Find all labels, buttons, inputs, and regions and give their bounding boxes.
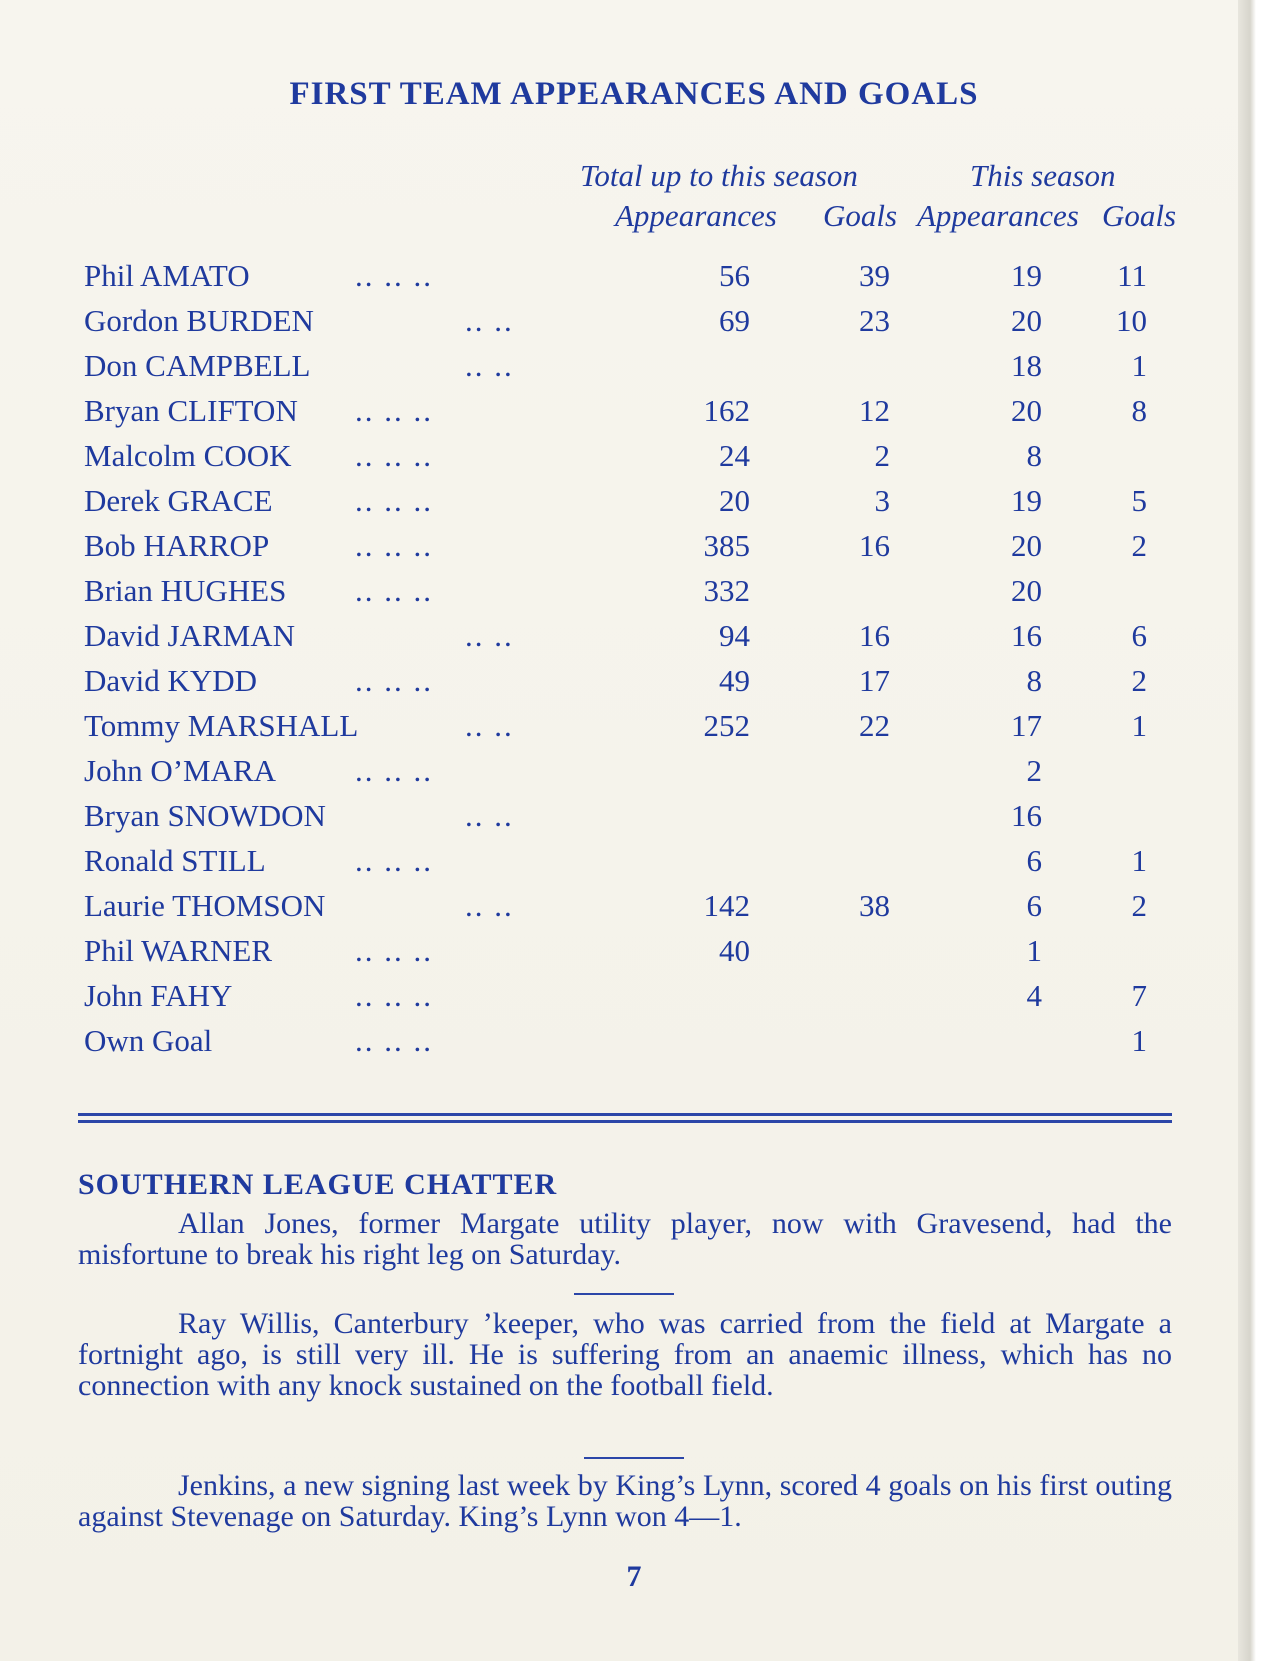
total-appearances: 40 [719, 933, 750, 968]
player-name: John O’MARA [84, 753, 277, 788]
total-goals: 16 [859, 528, 890, 563]
paragraph-separator [574, 1293, 674, 1295]
double-rule-bottom [78, 1120, 1172, 1123]
leader-dots: .. .. .. [355, 393, 433, 428]
table-row [0, 438, 1268, 482]
table-row [0, 303, 1268, 347]
chatter-paragraph: Jenkins, a new signing last week by King’s Lynn, scored 4 goals on his first outing against Stevenage on Saturday. King’s Lynn won 4—1. [78, 1469, 1172, 1533]
header-total-goals: Goals [823, 198, 898, 233]
season-appearances: 1 [1026, 933, 1042, 968]
season-goals: 5 [1131, 483, 1147, 518]
table-row [0, 573, 1268, 617]
leader-dots: .. .. .. [355, 258, 433, 293]
season-appearances: 17 [1011, 708, 1042, 743]
paragraph-separator [584, 1457, 684, 1459]
season-appearances: 4 [1026, 978, 1042, 1013]
total-goals: 22 [859, 708, 890, 743]
total-appearances: 332 [703, 573, 750, 608]
player-name: Brian HUGHES [84, 573, 287, 608]
total-goals: 38 [859, 888, 890, 923]
total-appearances: 385 [703, 528, 750, 563]
table-row [0, 753, 1268, 797]
table-row [0, 933, 1268, 977]
leader-dots: .. .. .. [355, 483, 433, 518]
page-title: FIRST TEAM APPEARANCES AND GOALS [289, 76, 979, 112]
player-name: Laurie THOMSON [84, 888, 326, 923]
header-this-season: This season [970, 158, 1116, 193]
leader-dots: .. .. .. [355, 978, 433, 1013]
season-appearances: 19 [1011, 483, 1042, 518]
season-appearances: 16 [1011, 798, 1042, 833]
season-goals: 2 [1131, 663, 1147, 698]
season-goals: 11 [1117, 258, 1147, 293]
header-total-appearances: Appearances [615, 198, 777, 233]
season-goals: 7 [1131, 978, 1147, 1013]
season-goals: 1 [1131, 843, 1147, 878]
header-season-goals: Goals [1102, 198, 1177, 233]
season-goals: 6 [1131, 618, 1147, 653]
table-row [0, 348, 1268, 392]
season-goals: 1 [1131, 348, 1147, 383]
total-appearances: 24 [719, 438, 750, 473]
player-name: David KYDD [84, 663, 258, 698]
leader-dots: .. .. .. [355, 528, 433, 563]
double-rule-top [78, 1113, 1172, 1116]
season-goals: 2 [1131, 528, 1147, 563]
player-name: Bob HARROP [84, 528, 270, 563]
season-appearances: 20 [1011, 393, 1042, 428]
table-row [0, 528, 1268, 572]
total-appearances: 49 [719, 663, 750, 698]
total-goals: 3 [874, 483, 890, 518]
season-appearances: 20 [1011, 303, 1042, 338]
table-row [0, 663, 1268, 707]
season-goals: 8 [1131, 393, 1147, 428]
table-row [0, 483, 1268, 527]
player-name: Gordon BURDEN [84, 303, 314, 338]
total-appearances: 69 [719, 303, 750, 338]
leader-dots: .. .. .. [355, 843, 433, 878]
total-goals: 17 [859, 663, 890, 698]
player-name: Tommy MARSHALL [84, 708, 359, 743]
table-row [0, 888, 1268, 932]
total-appearances: 162 [703, 393, 750, 428]
total-goals: 12 [859, 393, 890, 428]
header-total-up-to-this-season: Total up to this season [580, 158, 858, 193]
season-appearances: 16 [1011, 618, 1042, 653]
table-row [0, 618, 1268, 662]
table-row [0, 393, 1268, 437]
player-name: Phil WARNER [84, 933, 273, 968]
player-name: Bryan CLIFTON [84, 393, 298, 428]
season-goals: 1 [1131, 1023, 1147, 1058]
chatter-paragraph: Ray Willis, Canterbury ’keeper, who was carried from the field at Margate a fortnight ago, is still very ill. He is suffering from an anaemic illness, which has no connection with any knock sustained on the football field. [78, 1307, 1172, 1402]
table-row [0, 708, 1268, 752]
leader-dots: .. .. .. [355, 753, 433, 788]
table-row [0, 1023, 1268, 1067]
table-row [0, 798, 1268, 842]
total-goals: 2 [874, 438, 890, 473]
player-name: Ronald STILL [84, 843, 266, 878]
season-goals: 1 [1131, 708, 1147, 743]
season-appearances: 8 [1026, 663, 1042, 698]
leader-dots: .. .. [465, 303, 514, 338]
player-name: Don CAMPBELL [84, 348, 311, 383]
season-appearances: 20 [1011, 528, 1042, 563]
player-name: Malcolm COOK [84, 438, 292, 473]
total-goals: 16 [859, 618, 890, 653]
table-row [0, 978, 1268, 1022]
season-goals: 10 [1116, 303, 1147, 338]
player-name: Phil AMATO [84, 258, 250, 293]
player-name: Derek GRACE [84, 483, 273, 518]
leader-dots: .. .. [465, 348, 514, 383]
leader-dots: .. .. .. [355, 438, 433, 473]
chatter-heading: SOUTHERN LEAGUE CHATTER [78, 1168, 558, 1201]
player-name: John FAHY [84, 978, 233, 1013]
total-goals: 23 [859, 303, 890, 338]
total-appearances: 56 [719, 258, 750, 293]
season-appearances: 2 [1026, 753, 1042, 788]
total-appearances: 142 [703, 888, 750, 923]
season-goals: 2 [1131, 888, 1147, 923]
season-appearances: 6 [1026, 843, 1042, 878]
season-appearances: 19 [1011, 258, 1042, 293]
leader-dots: .. .. .. [355, 663, 433, 698]
leader-dots: .. .. [465, 888, 514, 923]
season-appearances: 6 [1026, 888, 1042, 923]
player-name: David JARMAN [84, 618, 295, 653]
leader-dots: .. .. [465, 708, 514, 743]
page-number: 7 [626, 1560, 642, 1593]
leader-dots: .. .. [465, 618, 514, 653]
table-row [0, 843, 1268, 887]
total-appearances: 20 [719, 483, 750, 518]
leader-dots: .. .. .. [355, 1023, 433, 1058]
leader-dots: .. .. .. [355, 573, 433, 608]
player-name: Bryan SNOWDON [84, 798, 326, 833]
leader-dots: .. .. .. [355, 933, 433, 968]
season-appearances: 8 [1026, 438, 1042, 473]
header-season-appearances: Appearances [917, 198, 1079, 233]
season-appearances: 20 [1011, 573, 1042, 608]
total-goals: 39 [859, 258, 890, 293]
table-row [0, 258, 1268, 302]
chatter-paragraph: Allan Jones, former Margate utility player, now with Gravesend, had the misfortune to break his right leg on Saturday. [78, 1207, 1172, 1271]
total-appearances: 252 [703, 708, 750, 743]
season-appearances: 18 [1011, 348, 1042, 383]
total-appearances: 94 [719, 618, 750, 653]
player-name: Own Goal [84, 1023, 213, 1058]
leader-dots: .. .. [465, 798, 514, 833]
